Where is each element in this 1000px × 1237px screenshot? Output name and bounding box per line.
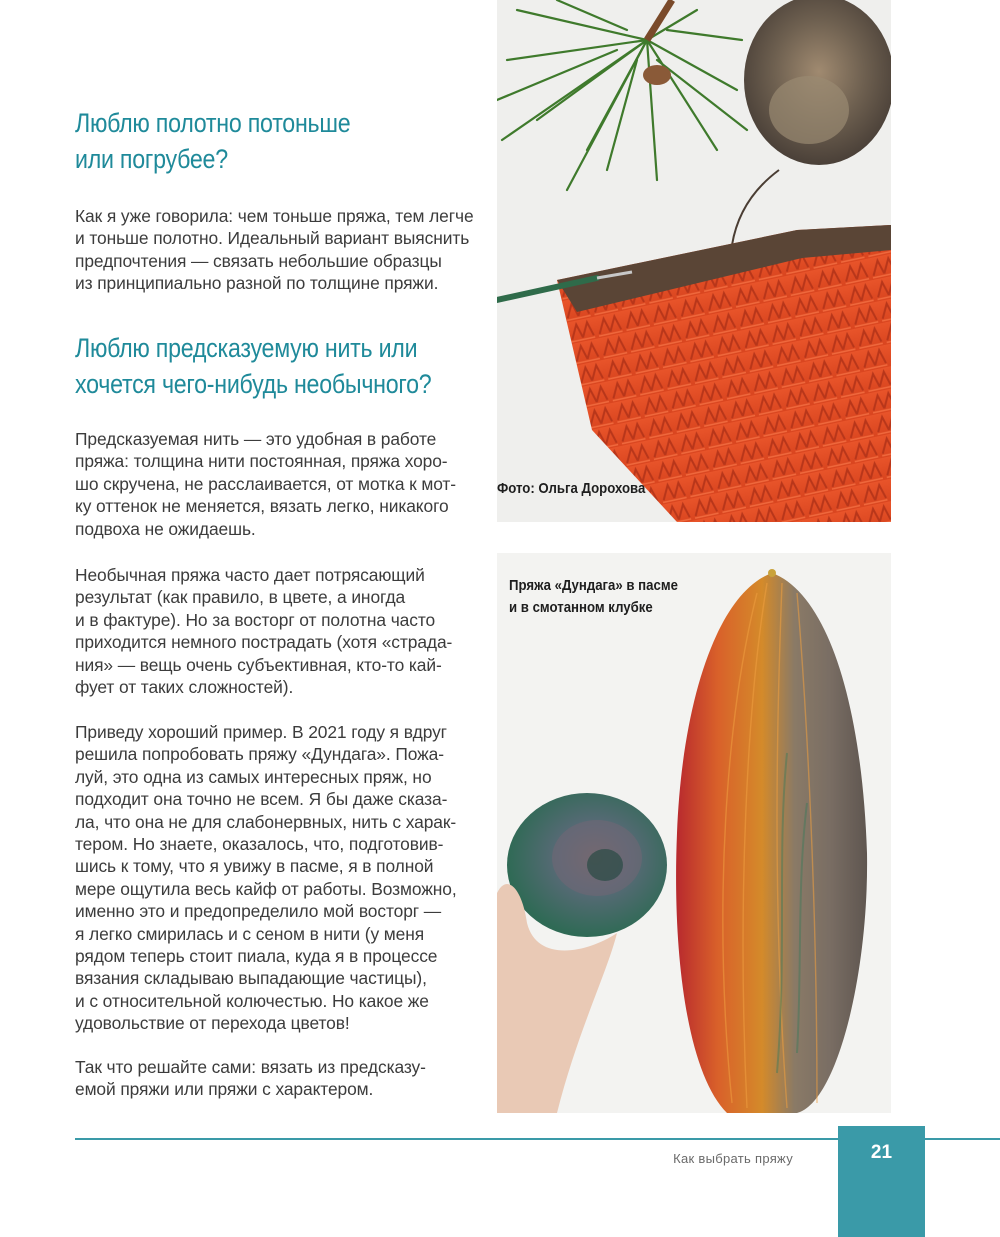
footer-chapter-title: Как выбрать пряжу bbox=[673, 1151, 793, 1166]
dundaga-yarn-illustration bbox=[497, 553, 891, 1113]
paragraph-thin-or-coarse: Как я уже говорила: чем тоньше пряжа, тем легче и тоньше полотно. Идеальный вариант выяснить предпочтения — связать небольшие образцы из принципиально разной по толщине пряжи. bbox=[75, 206, 474, 294]
paragraph-dundaga-example: Приведу хороший пример. В 2021 году я вдруг решила попробовать пряжу «Дундага». Пожа- луй, это одна из самых интересных пряж, но подходит она точно не всем. Я бы даже сказа- ла, что она не для слабонервных, нить с харак- тером. Но знаете, оказалось, что, подготовив- шись к тому, что я увижу в пасме, я в полной мере ощутила весь кайф от работы. Возможно, именно это и предопределило мой восторг — я легко смирилась и с сеном в нити (у меня рядом теперь стоит пиала, куда я в процессе вязания складываю выпадающие частицы), и с относительной колючестью. Но какое же удовольствие от перехода цветов! bbox=[75, 722, 457, 1034]
photo-crochet-swatch bbox=[497, 0, 891, 522]
heading-thin-or-coarse: Люблю полотно потоньше или погрубее? bbox=[75, 108, 351, 174]
yarn-photo-caption: Пряжа «Дундага» в пасме и в смотанном клубке bbox=[509, 577, 678, 616]
photo-credit-caption: Фото: Ольга Дорохова bbox=[497, 480, 646, 497]
paragraph-predictable-yarn: Предсказуемая нить — это удобная в работе пряжа: толщина нити постоянная, пряжа хоро- шо скручена, не расслаивается, от мотка к мот- ку оттенок не меняется, вязать легко, никакого подвоха не ожидаешь. bbox=[75, 429, 456, 539]
page-number: 21 bbox=[870, 1142, 893, 1163]
crochet-swatch-illustration bbox=[497, 0, 891, 522]
heading-predictable-or-unusual: Люблю предсказуемую нить или хочется чего-нибудь необычного? bbox=[75, 333, 432, 399]
page-number-tab bbox=[838, 1126, 925, 1237]
photo-dundaga-yarn bbox=[497, 553, 891, 1113]
paragraph-conclusion: Так что решайте сами: вязать из предсказу- емой пряжи или пряжи с характером. bbox=[75, 1057, 426, 1100]
paragraph-unusual-yarn: Необычная пряжа часто дает потрясающий результат (как правило, в цвете, а иногда и в фактуре). Но за восторг от полотна часто приходится немного пострадать (хотя «страда- ния» — вещь очень субъективная, кто-то кай- фует от таких сложностей). bbox=[75, 565, 453, 698]
